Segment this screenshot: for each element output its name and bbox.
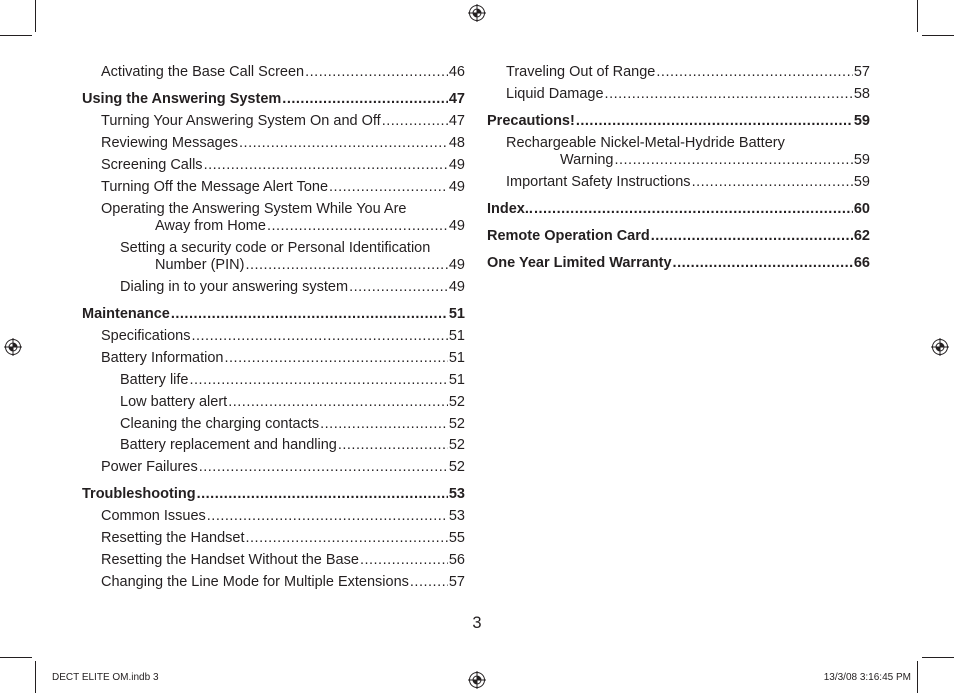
crop-mark [35,661,36,693]
toc-entry-page: 57 [448,574,465,590]
toc-entry[interactable] [82,530,465,547]
toc-subentry[interactable] [82,240,465,274]
leader-dots [382,113,448,130]
leader-dots [305,64,448,81]
toc-entry-title: Traveling Out of Range [506,64,656,80]
toc-entry-page: 52 [448,437,465,453]
toc-entry[interactable] [487,135,870,169]
toc-entry-title: Troubleshooting [82,486,196,502]
toc-entry-title: Maintenance [82,306,170,322]
leader-dots [651,228,853,245]
toc-subentry[interactable] [82,279,465,296]
toc-entry-title: Specifications [101,328,191,344]
leader-dots [605,86,853,103]
toc-entry-page: 59 [853,113,870,129]
toc-entry-title: Common Issues [101,508,206,524]
toc-entry-title: Battery Information [101,350,224,366]
toc-entry[interactable] [487,174,870,191]
toc-entry-page: 51 [448,372,465,388]
leader-dots [410,574,448,591]
toc-entry-title: Liquid Damage [506,86,604,102]
toc-entry-title: Resetting the Handset Without the Base [101,552,359,568]
toc-entry-title: Changing the Line Mode for Multiple Extensions [101,574,409,590]
toc-entry-title: Power Failures [101,459,198,475]
toc-subentry[interactable] [82,437,465,454]
registration-mark-icon [931,338,949,356]
leader-dots [576,113,853,130]
toc-entry-title: Battery replacement and handling [120,437,337,453]
toc-entry-page: 51 [448,306,465,322]
crop-mark [922,657,954,658]
toc-section-heading[interactable] [487,201,870,218]
slug-filename: DECT ELITE OM.indb 3 [52,672,159,683]
toc-entry-title: Remote Operation Card [487,228,650,244]
toc-entry-title: Screening Calls [101,157,203,173]
toc-entry-page: 49 [448,257,465,273]
toc-entry-title: Low battery alert [120,394,228,410]
crop-mark [0,35,32,36]
toc-entry[interactable] [82,574,465,591]
toc-entry[interactable] [487,64,870,81]
toc-entry-page: 47 [448,91,465,107]
slug-timestamp: 13/3/08 3:16:45 PM [823,672,911,683]
leader-dots [204,157,448,174]
leader-dots [171,306,448,323]
leader-dots [692,174,853,191]
toc-entry-page: 66 [853,255,870,271]
toc-entry[interactable] [82,328,465,345]
toc-section-heading[interactable] [82,91,465,108]
leader-dots [245,530,447,547]
toc-entry-title: Important Safety Instructions [506,174,691,190]
leader-dots [360,552,448,569]
leader-dots [320,416,448,433]
leader-dots [349,279,448,296]
toc-subentry[interactable] [82,416,465,433]
toc-entry-page: 55 [448,530,465,546]
leader-dots [282,91,448,108]
registration-mark-icon [468,671,486,689]
crop-mark [0,657,32,658]
toc-entry-title: Index.. [487,201,533,217]
toc-entry-title-continued: Warning [560,152,614,168]
toc-entry-title: Dialing in to your answering system [120,279,349,295]
toc-entry-page: 57 [853,64,870,80]
leader-dots [656,64,852,81]
toc-entry-page: 59 [853,152,870,168]
toc-entry-title: Rechargeable Nickel-Metal-Hydride Battery [506,135,785,151]
toc-entry[interactable] [82,201,465,235]
toc-entry-title: One Year Limited Warranty [487,255,672,271]
toc-entry-page: 46 [448,64,465,80]
page-number: 3 [472,614,482,632]
toc-section-heading[interactable] [82,306,465,323]
crop-mark [917,661,918,693]
toc-entry[interactable] [82,459,465,476]
toc-entry-title: Turning Your Answering System On and Off [101,113,381,129]
leader-dots [190,372,448,389]
toc-entry-title-continued: Away from Home [155,218,266,234]
crop-mark [35,0,36,32]
toc-entry[interactable] [487,86,870,103]
toc-section-heading[interactable] [487,113,870,130]
registration-mark-icon [468,4,486,22]
leader-dots [225,350,448,367]
toc-entry-title: Using the Answering System [82,91,282,107]
toc-subentry[interactable] [82,394,465,411]
toc-entry-title: Turning Off the Message Alert Tone [101,179,329,195]
toc-section-heading[interactable] [82,486,465,503]
toc-entry-title: Cleaning the charging contacts [120,416,320,432]
toc-entry-page: 51 [448,350,465,366]
toc-entry[interactable] [82,135,465,152]
toc-entry-title: Activating the Base Call Screen [101,64,305,80]
leader-dots [239,135,448,152]
toc-subentry[interactable] [82,372,465,389]
leader-dots [199,459,448,476]
toc-entry-page: 49 [448,218,465,234]
toc-entry-page: 56 [448,552,465,568]
leader-dots [267,218,448,235]
toc-entry-title: Precautions! [487,113,575,129]
toc-entry-page: 49 [448,179,465,195]
toc-entry-page: 60 [853,201,870,217]
crop-mark [917,0,918,32]
leader-dots [338,437,448,454]
toc-entry[interactable] [82,179,465,196]
leader-dots [197,486,448,503]
toc-entry-title: Resetting the Handset [101,530,245,546]
toc-entry[interactable] [82,508,465,525]
leader-dots [207,508,448,525]
leader-dots [614,152,852,169]
toc-entry-page: 51 [448,328,465,344]
leader-dots [673,255,853,272]
toc-entry-page: 52 [448,394,465,410]
toc-section-heading[interactable] [487,255,870,272]
toc-entry[interactable] [82,157,465,174]
toc-entry-page: 53 [448,486,465,502]
toc-entry-title: Operating the Answering System While You Are [101,201,407,217]
toc-entry-page: 49 [448,279,465,295]
toc-entry-page: 47 [448,113,465,129]
leader-dots [191,328,447,345]
registration-mark-icon [4,338,22,356]
toc-entry-title: Reviewing Messages [101,135,239,151]
toc-entry-page: 62 [853,228,870,244]
toc-entry[interactable] [82,113,465,130]
toc-entry-page: 48 [448,135,465,151]
leader-dots [329,179,448,196]
toc-section-heading[interactable] [487,228,870,245]
toc-entry-page: 52 [448,416,465,432]
toc-entry[interactable] [82,350,465,367]
leader-dots [534,201,853,218]
toc-entry-page: 53 [448,508,465,524]
toc-entry-title-continued: Number (PIN) [155,257,245,273]
toc-entry[interactable] [82,552,465,569]
leader-dots [228,394,448,411]
toc-entry-page: 49 [448,157,465,173]
toc-entry-page: 58 [853,86,870,102]
leader-dots [245,257,447,274]
toc-entry-title: Setting a security code or Personal Identification [120,240,431,256]
toc-entry-page: 52 [448,459,465,475]
crop-mark [922,35,954,36]
toc-entry[interactable] [82,64,465,81]
toc-entry-title: Battery life [120,372,189,388]
toc-entry-page: 59 [853,174,870,190]
